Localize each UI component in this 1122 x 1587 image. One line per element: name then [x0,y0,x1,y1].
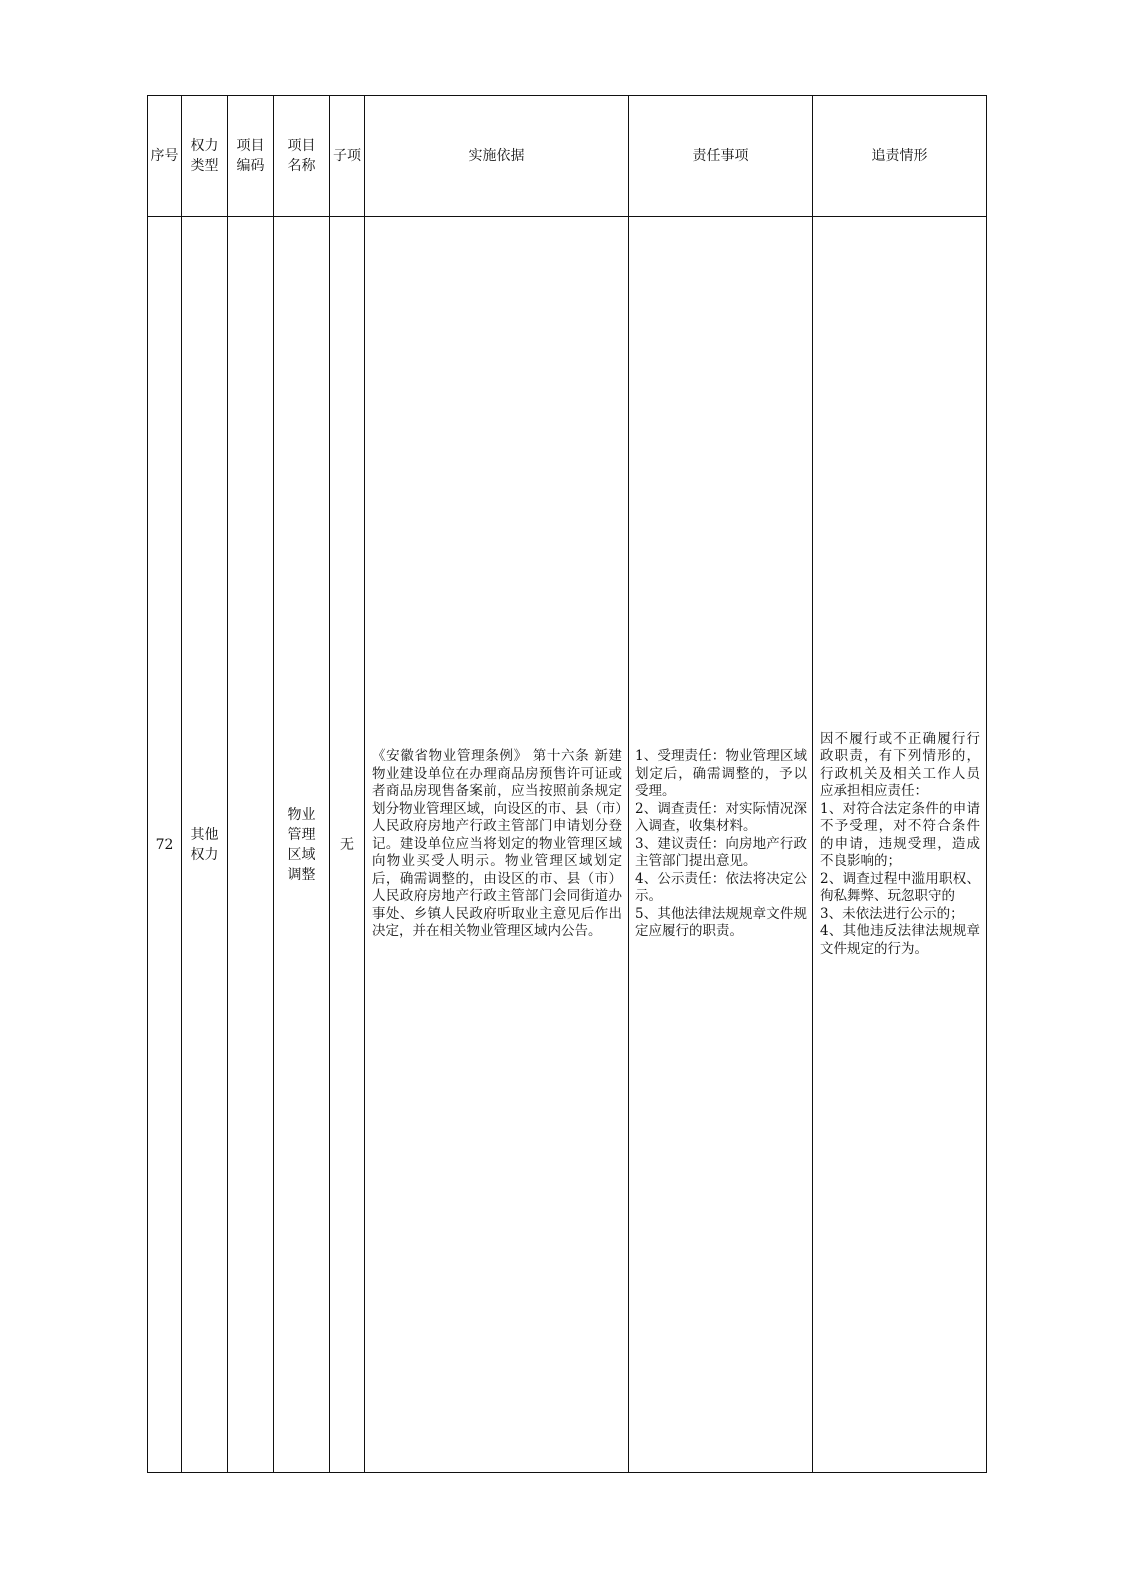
responsibility-line: 1、受理责任：物业管理区域划定后，确需调整的，予以受理。 [635,748,807,800]
responsibility-line: 3、建议责任：向房地产行政主管部门提出意见。 [635,835,807,870]
cell-basis: 《安徽省物业管理条例》 第十六条 新建物业建设单位在办理商品房预售许可证或者商品房现售备案前，应当按照前条规定划分物业管理区域，向设区的市、县（市）人民政府房地产行政主管部门申请划分登记。建设单位应当将划定的物业管理区域向物业买受人明示。物业管理区域划定后，确需调整的，由设区的市、县（市）人民政府房地产行政主管部门会同街道办事处、乡镇人民政府听取业主意见后作出决定，并在相关物业管理区域内公告。 [365,217,629,1473]
cell-item-name: 物业管理区域调整 [274,217,330,1473]
responsibility-line: 4、公示责任：依法将决定公示。 [635,870,807,905]
cell-seq: 72 [148,217,182,1473]
cell-accountability [813,217,987,1473]
accountability-line: 因不履行或不正确履行行政职责，有下列情形的，行政机关及相关工作人员应承担相应责任： [820,730,980,800]
responsibility-line: 5、其他法律法规规章文件规定应履行的职责。 [635,905,807,940]
accountability-line: 3、未依法进行公示的； [820,905,964,922]
table-row [148,217,987,1473]
header-item-code: 项目编码 [228,96,274,217]
header-basis: 实施依据 [365,96,629,217]
header-sub-item: 子项 [330,96,365,217]
cell-power-type: 其他权力 [182,217,228,1473]
header-accountability: 追责情形 [813,96,987,217]
accountability-line: 1、对符合法定条件的申请不予受理，对不符合条件的申请，违规受理，造成不良影响的； [820,800,980,870]
table-header-row [148,96,987,217]
header-seq: 序号 [148,96,182,217]
header-responsibility: 责任事项 [629,96,813,217]
cell-item-code [228,217,274,1473]
accountability-line: 2、调查过程中滥用职权、徇私舞弊、玩忽职守的 [820,870,980,905]
responsibility-line: 2、调查责任：对实际情况深入调查，收集材料。 [635,800,807,835]
header-item-name: 项目名称 [274,96,330,217]
cell-responsibility [629,217,813,1473]
accountability-line: 4、其他违反法律法规规章文件规定的行为。 [820,923,980,957]
cell-sub-item: 无 [330,217,365,1473]
header-power-type: 权力类型 [182,96,228,217]
document-page [147,95,986,1473]
power-list-table [147,95,987,1473]
